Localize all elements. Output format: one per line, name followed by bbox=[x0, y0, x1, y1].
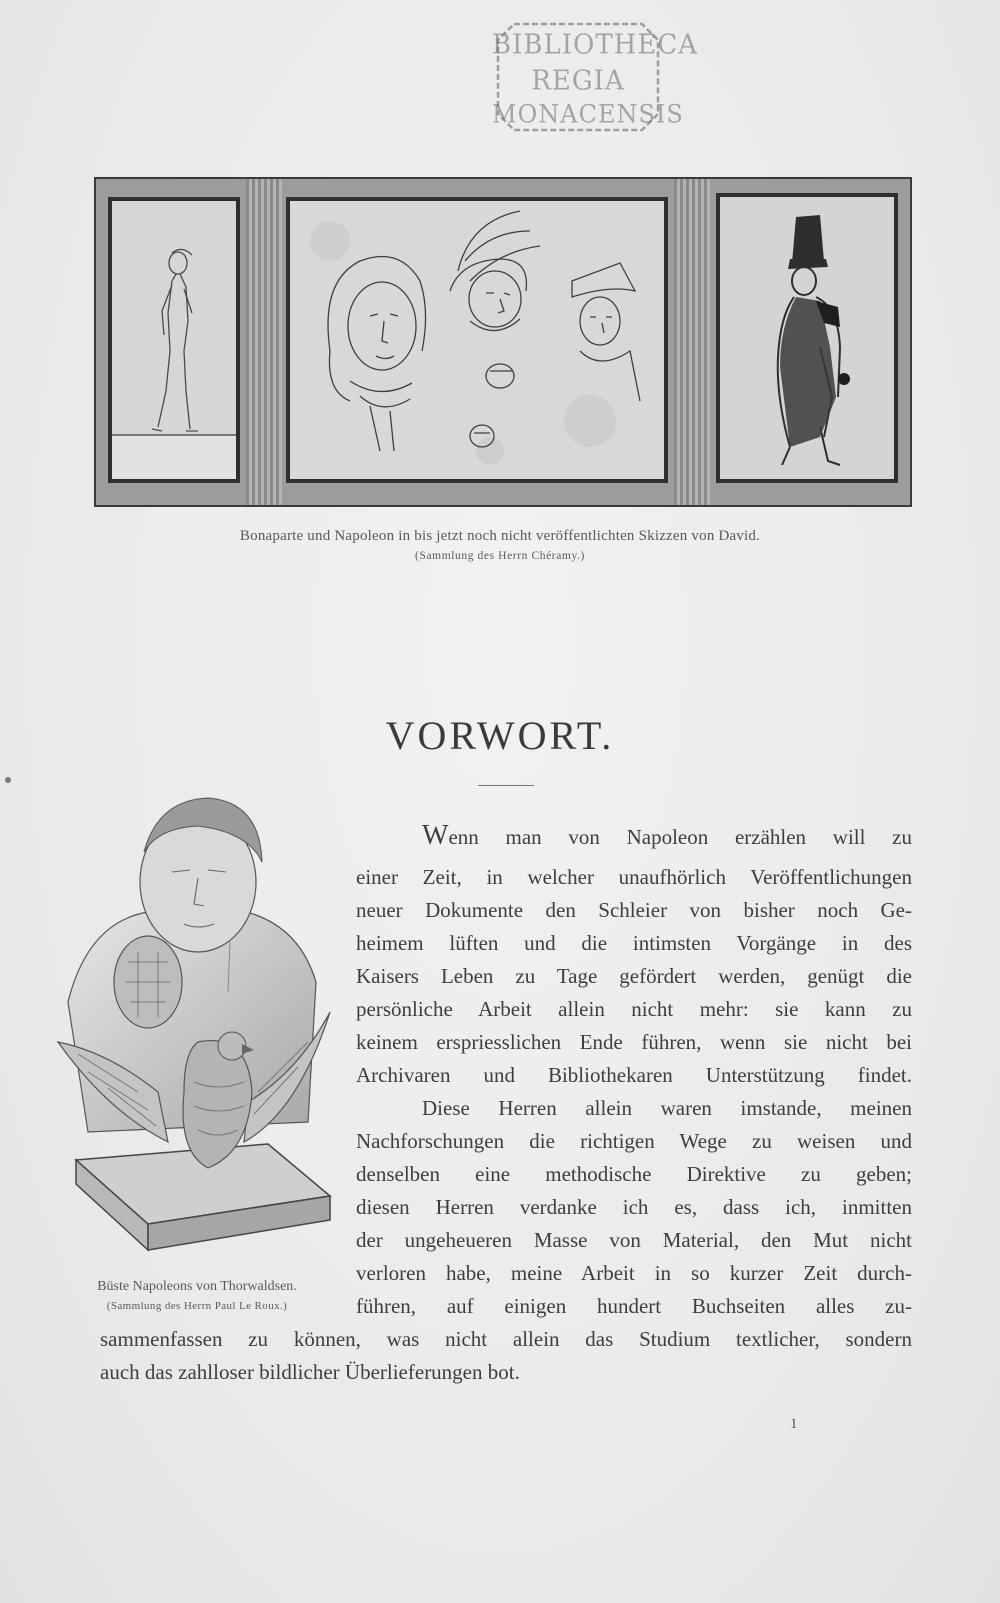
page-number: 1 bbox=[790, 1416, 798, 1432]
body-line-2: einer Zeit, in welcher unaufhörlich Veröffentlichungen bbox=[356, 865, 912, 889]
body-line-11: denselben eine methodische Direktive zu geben; bbox=[356, 1162, 912, 1186]
stamp-line-2: REGIA bbox=[531, 65, 625, 97]
body-line-10: Nachforschungen die richtigen Wege zu weisen und bbox=[356, 1129, 912, 1153]
body-line-7: keinem erspriesslichen Ende führen, wenn sie nicht bei bbox=[356, 1030, 912, 1054]
body-line-15: führen, auf einigen hundert Buchseiten alles zu- bbox=[356, 1294, 912, 1318]
stamp-line-1: BIBLIOTHECA bbox=[492, 29, 698, 61]
body-line-6: persönliche Arbeit allein nicht mehr: sie kann zu bbox=[356, 997, 912, 1021]
heads-sketch-icon bbox=[290, 201, 664, 479]
body-line-5: Kaisers Leben zu Tage gefördert werden, genügt die bbox=[356, 964, 912, 988]
body-line-8: Archivaren und Bibliothekaren Unterstützung findet. bbox=[356, 1063, 912, 1087]
drop-letter: W bbox=[422, 820, 449, 851]
bust-illustration bbox=[48, 792, 340, 1266]
sketch-panel-heads bbox=[286, 197, 668, 483]
bust-credit: (Sammlung des Herrn Paul Le Roux.) bbox=[106, 1300, 288, 1312]
body-line-4: heimem lüften und die intimsten Vorgänge in des bbox=[356, 931, 912, 955]
bust-with-eagle-icon bbox=[48, 792, 340, 1266]
library-stamp bbox=[492, 18, 698, 136]
body-line-17: auch das zahlloser bildlicher Überlieferungen bot. bbox=[100, 1360, 520, 1384]
heading-divider bbox=[478, 785, 534, 786]
stamp-line-3: MONACENSIS bbox=[492, 99, 684, 129]
body-line-9: Diese Herren allein waren imstande, meinen bbox=[422, 1096, 912, 1120]
sketch-panel-standing-figure bbox=[108, 197, 240, 483]
margin-speck bbox=[5, 777, 11, 783]
top-figure-caption: Bonaparte und Napoleon in bis jetzt noch nicht veröffentlichten Skizzen von David. bbox=[239, 528, 761, 544]
standing-figure-sketch-icon bbox=[112, 201, 236, 479]
section-heading: VORWORT. bbox=[385, 713, 615, 758]
body-line-16: sammenfassen zu können, was nicht allein das Studium textlicher, sondern bbox=[100, 1327, 912, 1351]
bust-caption: Büste Napoleons von Thorwaldsen. bbox=[97, 1279, 297, 1294]
napoleon-walking-sketch-icon bbox=[720, 197, 894, 479]
top-figure-credit: (Sammlung des Herrn Chéramy.) bbox=[415, 550, 585, 562]
frame-divider-left bbox=[246, 179, 282, 505]
body-line-3: neuer Dokumente den Schleier von bisher noch Ge- bbox=[356, 898, 912, 922]
body-line-12: diesen Herren verdanke ich es, dass ich, inmitten bbox=[356, 1195, 912, 1219]
body-line-14: verloren habe, meine Arbeit in so kurzer Zeit durch- bbox=[356, 1261, 912, 1285]
body-line-13: der ungeheueren Masse von Material, den Mut nicht bbox=[356, 1228, 912, 1252]
sketch-triptych bbox=[94, 177, 912, 507]
body-line-1: Wenn man von Napoleon erzählen will zu bbox=[422, 820, 912, 851]
sketch-panel-napoleon-walking bbox=[716, 193, 898, 483]
frame-divider-right bbox=[674, 179, 710, 505]
